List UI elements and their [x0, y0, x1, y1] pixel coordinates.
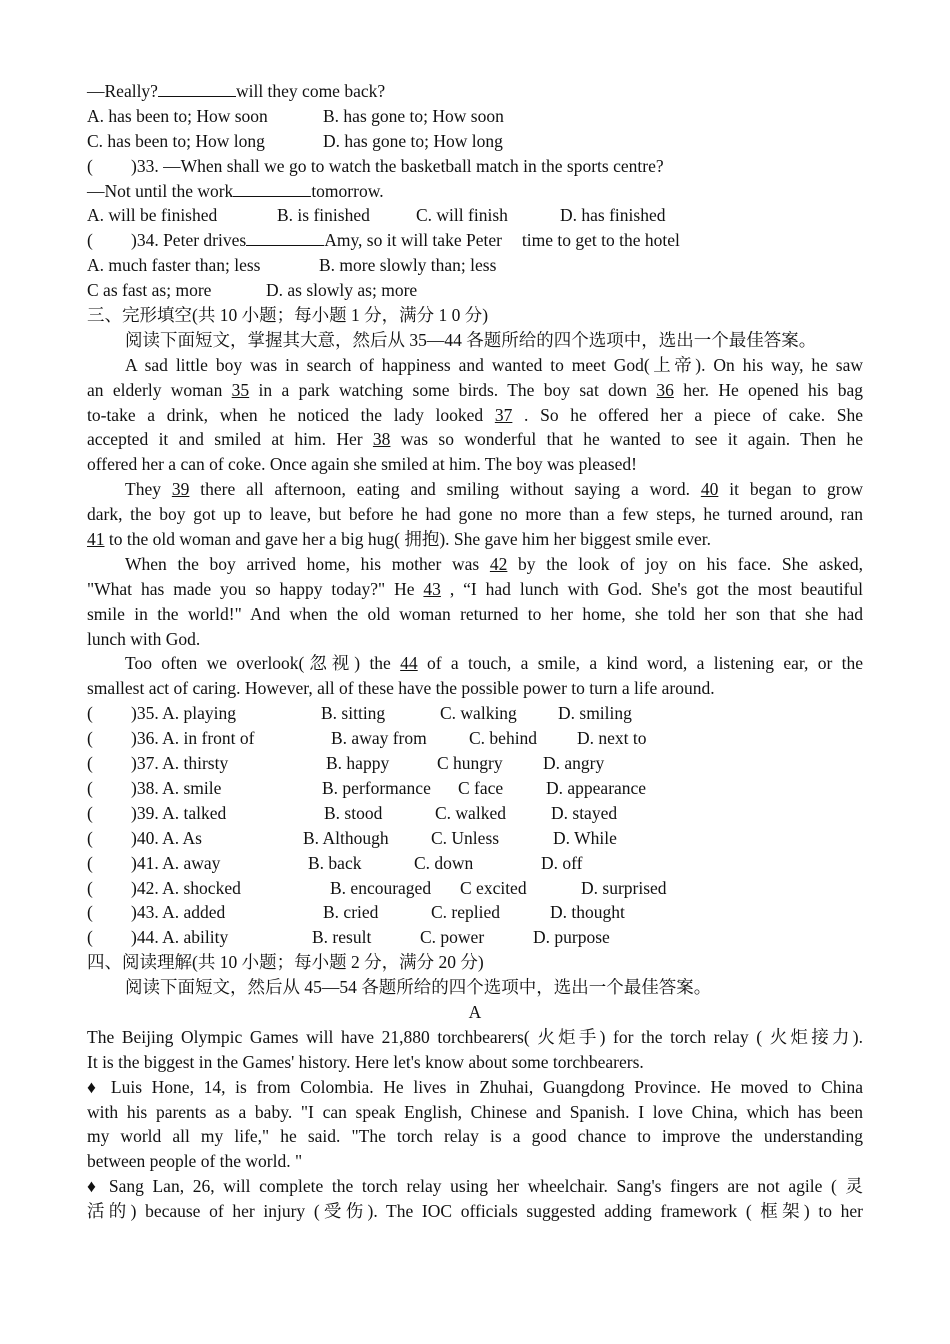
reading-line: my world all my life," he said. "The torch relay is a good chance to improve the understanding [87, 1126, 863, 1147]
cloze-option-d[interactable]: D. next to [577, 728, 647, 749]
cloze-line: 41 to the old woman and gave her a big hug( 拥抱). She gave him her biggest smile ever. [87, 529, 712, 550]
cloze-option-a[interactable]: )43. A. added [131, 902, 226, 923]
cloze-option-b[interactable]: B. away from [331, 728, 427, 749]
cloze-line: When the boy arrived home, his mother was 42 by the look of joy on his face. She asked, [125, 553, 863, 574]
cloze-line: accepted it and smiled at him. Her 38 was so wonderful that he wanted to see it again. Then he [87, 429, 863, 450]
blank-number: 43 [423, 578, 441, 599]
answer-bracket[interactable]: ( [87, 877, 93, 898]
q34-question-text-3: time to get to the hotel [521, 230, 680, 251]
answer-bracket[interactable]: ( [87, 927, 93, 948]
cloze-option-d[interactable]: D. smiling [558, 703, 632, 724]
cloze-option-c[interactable]: C excited [460, 877, 527, 898]
reading-line: ♦ Sang Lan, 26, will complete the torch relay using her wheelchair. Sang's fingers are not agile ( 灵 [87, 1176, 863, 1197]
cloze-option-a[interactable]: )36. A. in front of [131, 728, 255, 749]
section-4-heading: 四、阅读理解(共 10 小题；每小题 2 分，满分 20 分) [87, 952, 484, 973]
cloze-option-b[interactable]: B. back [308, 852, 362, 873]
cloze-option-c[interactable]: C. walked [435, 802, 506, 823]
q33-reply-line [87, 179, 863, 204]
q32-option-b[interactable]: B. has gone to; How soon [323, 105, 504, 126]
q33-option-d[interactable]: D. has finished [560, 205, 666, 226]
q32-reply-text: —Really? [87, 81, 158, 101]
cloze-option-c[interactable]: C. Unless [431, 827, 500, 848]
cloze-question-row [87, 826, 863, 851]
blank-number: 36 [656, 379, 674, 400]
answer-blank [158, 96, 236, 97]
cloze-question-row [87, 925, 863, 950]
cloze-line: lunch with God. [87, 628, 201, 649]
answer-bracket[interactable]: ( [87, 753, 93, 774]
q32-options-row-1 [87, 104, 863, 129]
cloze-question-row [87, 776, 863, 801]
answer-bracket[interactable]: ( [87, 155, 93, 176]
q34-option-c[interactable]: C as fast as; more [87, 280, 212, 301]
q32-option-a[interactable]: A. has been to; How soon [87, 105, 268, 126]
q34-option-b[interactable]: B. more slowly than; less [319, 255, 497, 276]
cloze-question-row [87, 851, 863, 876]
answer-blank [246, 245, 324, 246]
cloze-option-c[interactable]: C. power [420, 927, 485, 948]
reading-line: The Beijing Olympic Games will have 21,880 torchbearers( 火炬手) for the torch relay ( 火炬接力). [87, 1026, 863, 1047]
cloze-option-b[interactable]: B. happy [326, 753, 390, 774]
q33-option-c[interactable]: C. will finish [416, 205, 508, 226]
blank-number: 38 [372, 429, 391, 450]
answer-blank [233, 196, 311, 197]
blank-number: 41 [87, 529, 105, 550]
cloze-option-b[interactable]: B. Although [303, 827, 389, 848]
cloze-option-a[interactable]: )39. A. talked [131, 802, 227, 823]
q34-option-d[interactable]: D. as slowly as; more [266, 280, 418, 301]
cloze-question-row [87, 876, 863, 901]
cloze-question-row [87, 751, 863, 776]
passage-label: A [468, 1001, 482, 1022]
answer-bracket[interactable]: ( [87, 827, 93, 848]
reading-line: 活的) because of her injury (受伤). The IOC officials suggested adding framework ( 框架) to her [87, 1201, 863, 1222]
q33-question-text: )33. —When shall we go to watch the basketball match in the sports centre? [131, 155, 664, 176]
reading-line: ♦ Luis Hone, 14, is from Colombia. He lives in Zhuhai, Guangdong Province. He moved to China [87, 1076, 863, 1097]
cloze-option-c[interactable]: C. walking [440, 703, 517, 724]
cloze-option-d[interactable]: D. purpose [533, 927, 610, 948]
cloze-line: smile in the world!" And when the old woman returned to her home, she told her son that she had [87, 603, 863, 624]
q33-option-a[interactable]: A. will be finished [87, 205, 218, 226]
q34-question-text: )34. Peter drives [131, 230, 247, 251]
cloze-line: to-take a drink, when he noticed the lady looked 37 . So he offered her a piece of cake. She [87, 404, 864, 425]
section-3-instruction: 阅读下面短文，掌握其大意，然后从 35—44 各题所给的四个选项中，选出一个最佳答案。 [125, 329, 817, 350]
cloze-option-c[interactable]: C hungry [437, 753, 503, 774]
cloze-question-row [87, 726, 863, 751]
cloze-option-a[interactable]: )40. A. As [131, 827, 202, 848]
blank-number: 44 [400, 653, 418, 674]
cloze-option-a[interactable]: )41. A. away [131, 852, 221, 873]
section-3-heading: 三、完形填空(共 10 小题；每小题 1 分，满分 1 0 分) [87, 305, 489, 326]
q33-reply-text: —Not until the work [87, 180, 234, 201]
cloze-question-row [87, 701, 863, 726]
cloze-option-d[interactable]: D. thought [550, 902, 625, 923]
reading-line: between people of the world. " [87, 1151, 303, 1172]
answer-bracket[interactable]: ( [87, 230, 93, 251]
cloze-option-b[interactable]: B. performance [322, 777, 431, 798]
q33-reply-tail: tomorrow. [311, 180, 384, 201]
cloze-option-c[interactable]: C face [458, 777, 504, 798]
answer-bracket[interactable]: ( [87, 703, 93, 724]
answer-bracket[interactable]: ( [87, 728, 93, 749]
q32-option-d[interactable]: D. has gone to; How long [323, 130, 503, 151]
cloze-passage [87, 353, 863, 701]
answer-bracket[interactable]: ( [87, 902, 93, 923]
q34-stem [87, 228, 863, 253]
cloze-option-a[interactable]: )35. A. playing [131, 703, 236, 724]
cloze-option-b[interactable]: B. sitting [321, 703, 386, 724]
cloze-option-b[interactable]: B. encouraged [330, 877, 432, 898]
q34-options-row-1 [87, 253, 863, 278]
q33-stem [87, 154, 863, 179]
blank-number: 37 [494, 404, 513, 425]
q34-question-text-2: Amy, so it will take Peter [324, 230, 502, 251]
cloze-question-row [87, 801, 863, 826]
cloze-line: Too often we overlook(忽视) the 44 of a touch, a smile, a kind word, a listening ear, or the [125, 653, 863, 674]
cloze-option-c[interactable]: C. replied [431, 902, 501, 923]
blank-number: 39 [171, 479, 190, 500]
cloze-option-c[interactable]: C. down [414, 852, 474, 873]
cloze-line: an elderly woman 35 in a park watching some birds. The boy sat down 36 her. He opened his bag [87, 379, 864, 400]
cloze-option-c[interactable]: C. behind [469, 728, 538, 749]
cloze-option-b[interactable]: B. cried [323, 902, 379, 923]
cloze-line: They 39 there all afternoon, eating and smiling without saying a word. 40 it began to grow [125, 479, 864, 500]
cloze-question-list [87, 701, 863, 950]
exam-page [87, 79, 863, 1224]
q34-option-a[interactable]: A. much faster than; less [87, 255, 261, 276]
answer-bracket[interactable]: ( [87, 802, 93, 823]
cloze-option-a[interactable]: )44. A. ability [131, 927, 229, 948]
q32-option-c[interactable]: C. has been to; How long [87, 130, 265, 151]
cloze-option-d[interactable]: D. stayed [551, 802, 618, 823]
answer-bracket[interactable]: ( [87, 777, 93, 798]
cloze-option-b[interactable]: B. stood [324, 802, 383, 823]
cloze-line: "What has made you so happy today?" He 43 , “I had lunch with God. She's got the most beautiful [87, 578, 863, 599]
blank-number: 35 [231, 379, 250, 400]
q32-question-text: will they come back? [235, 81, 386, 101]
cloze-line: A sad little boy was in search of happiness and wanted to meet God(上帝). On his way, he saw [125, 354, 863, 375]
cloze-option-a[interactable]: )38. A. smile [131, 777, 222, 798]
cloze-option-d[interactable]: D. angry [543, 753, 605, 774]
cloze-option-d[interactable]: D. off [541, 852, 583, 873]
answer-bracket[interactable]: ( [87, 852, 93, 873]
cloze-question-row [87, 900, 863, 925]
q32-stem-line [87, 79, 863, 104]
q32-options-row-2 [87, 129, 863, 154]
blank-number: 40 [700, 479, 719, 500]
cloze-option-a[interactable]: )37. A. thirsty [131, 753, 229, 774]
section-4-instruction: 阅读下面短文，然后从 45—54 各题所给的四个选项中，选出一个最佳答案。 [125, 977, 712, 998]
cloze-line: dark, the boy got up to leave, but before he had gone no more than a few steps, he turned around, ran [87, 504, 863, 525]
cloze-option-b[interactable]: B. result [312, 927, 372, 948]
cloze-line: smallest act of caring. However, all of these have the possible power to turn a life around. [87, 678, 715, 699]
reading-line: with his parents as a baby. "I can speak English, Chinese and Spanish. I love China, which has been [87, 1101, 863, 1122]
q33-options-row [87, 203, 863, 228]
cloze-option-d[interactable]: D. surprised [581, 877, 667, 898]
cloze-option-d[interactable]: D. appearance [546, 777, 647, 798]
cloze-line: offered her a can of coke. Once again she smiled at him. The boy was pleased! [87, 454, 637, 475]
q33-option-b[interactable]: B. is finished [277, 205, 370, 226]
blank-number: 42 [489, 553, 508, 574]
reading-line: It is the biggest in the Games' history. Here let's know about some torchbearers. [87, 1051, 644, 1072]
cloze-option-a[interactable]: )42. A. shocked [131, 877, 241, 898]
q34-options-row-2 [87, 278, 863, 303]
cloze-option-d[interactable]: D. While [553, 827, 617, 848]
